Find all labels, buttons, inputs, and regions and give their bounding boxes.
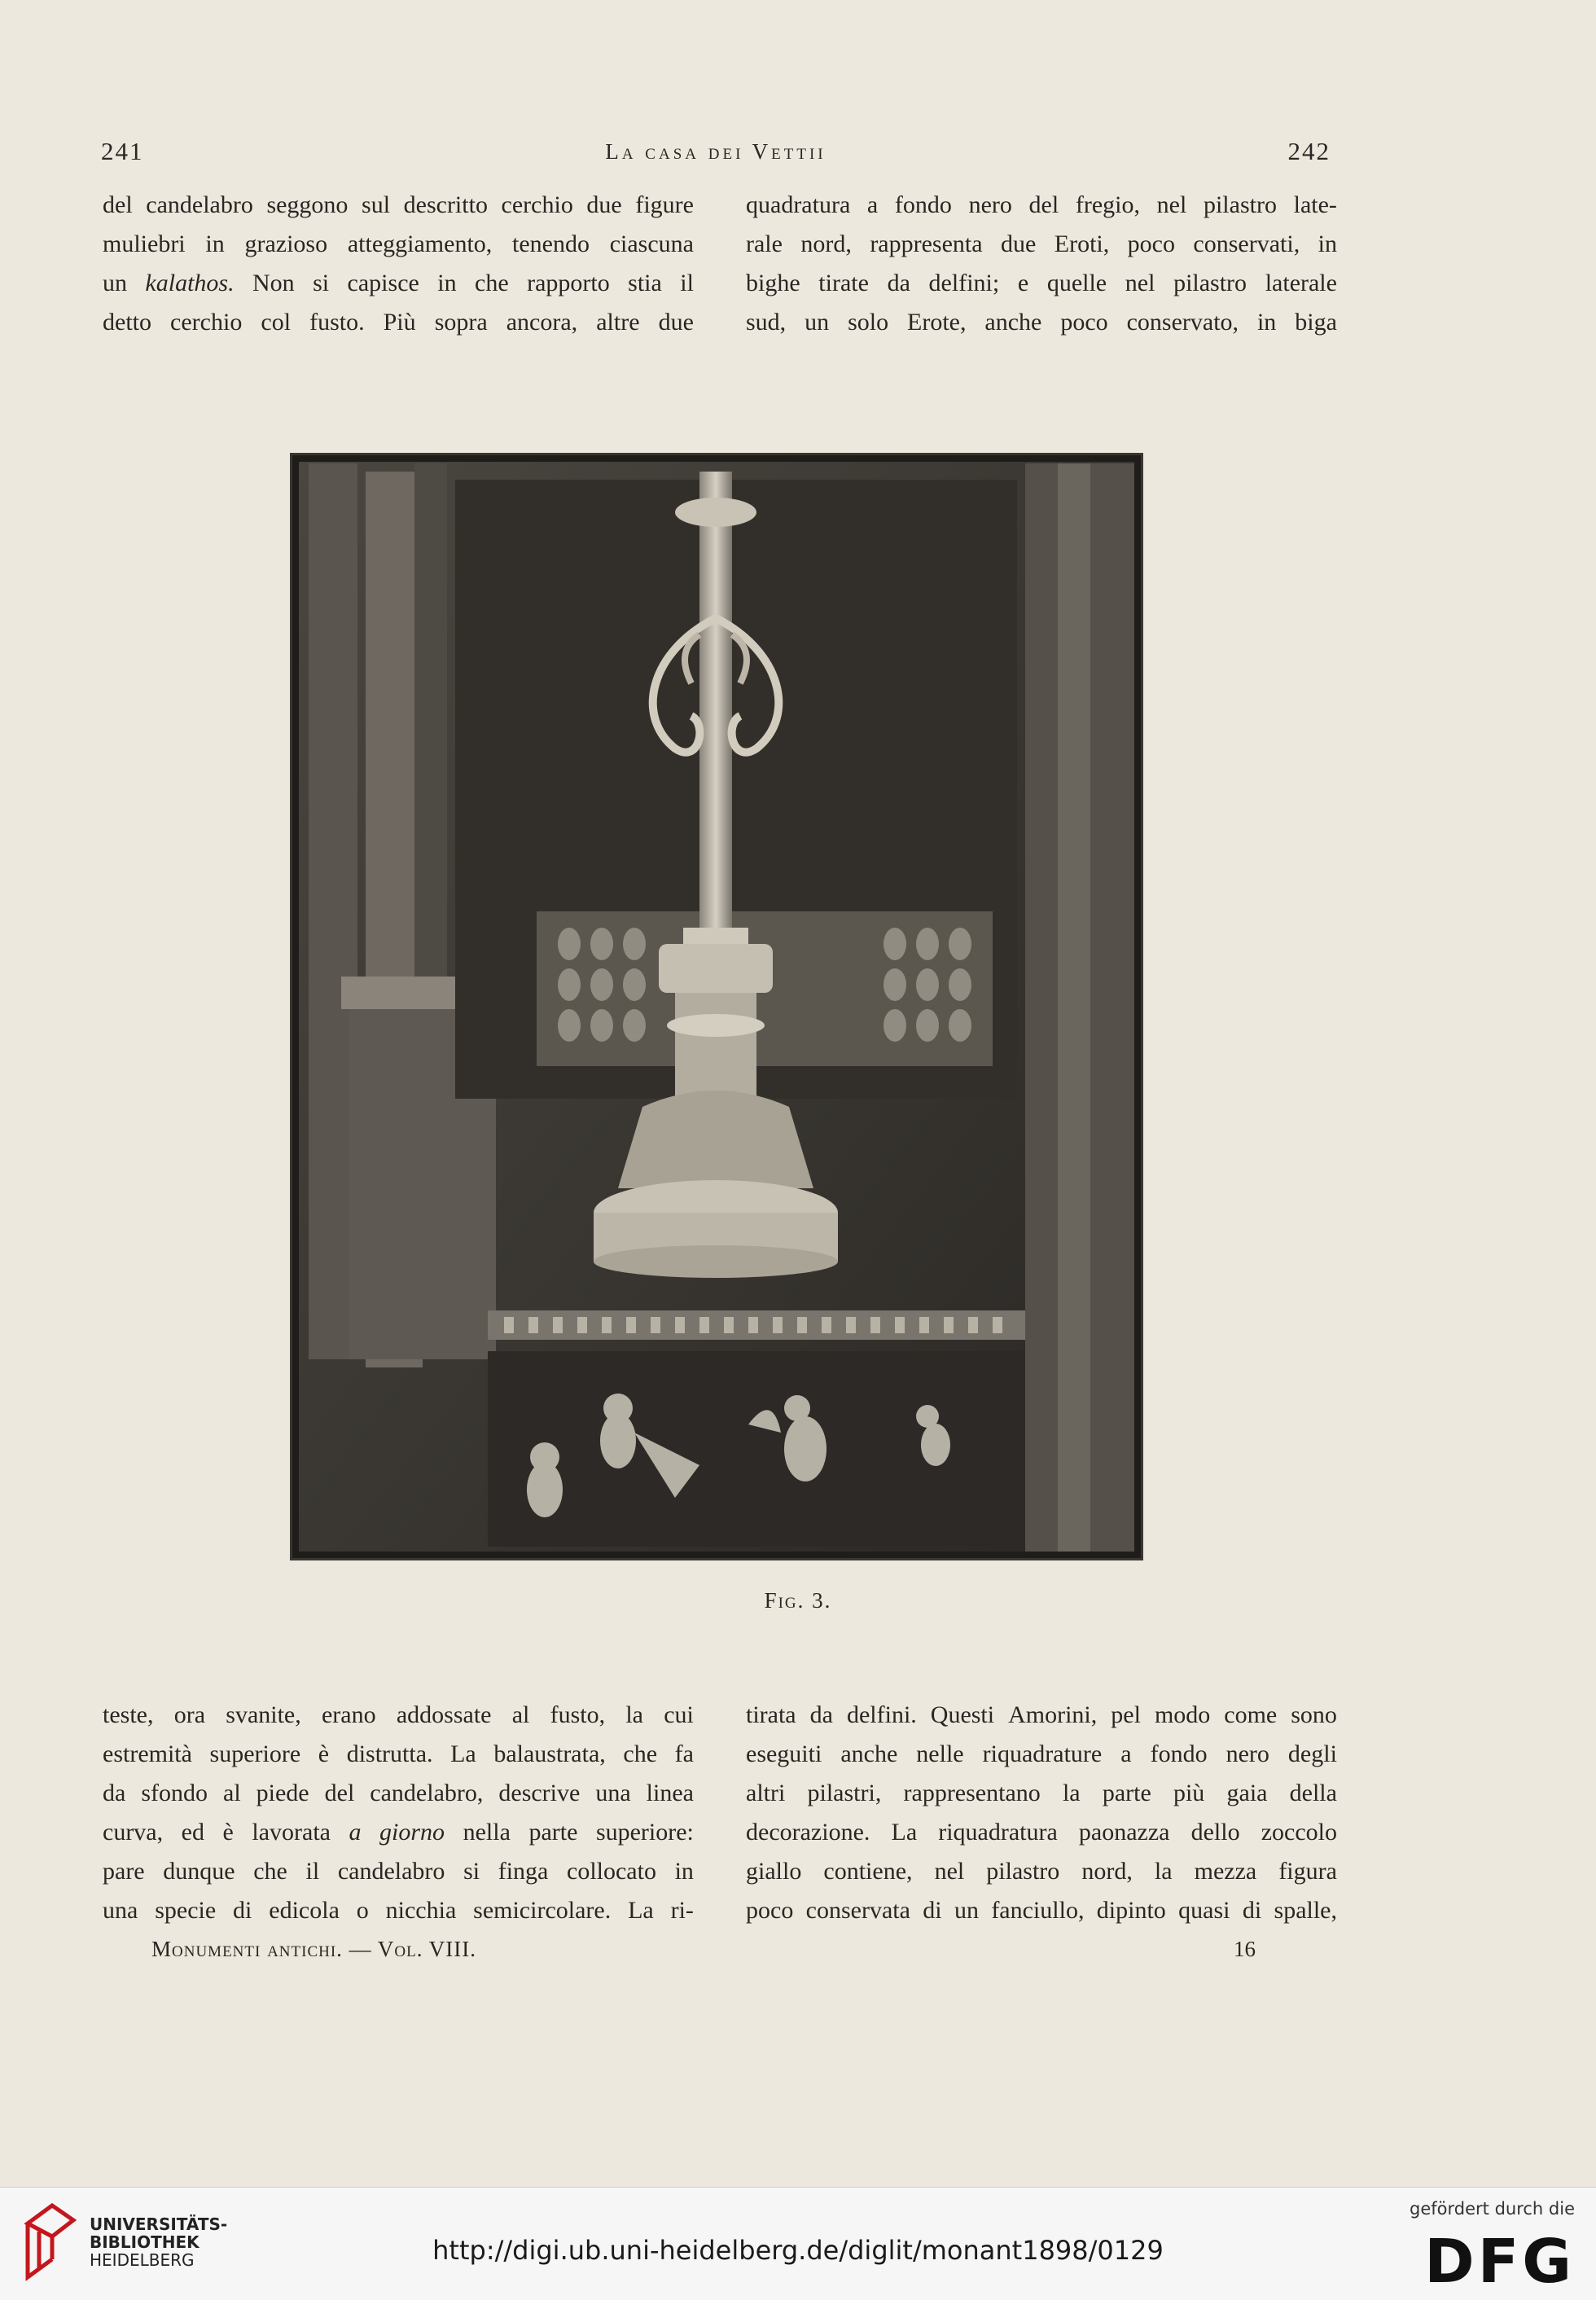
word: contiene, xyxy=(823,1858,913,1885)
library-name-line: HEIDELBERG xyxy=(90,2250,195,2270)
word: linea xyxy=(646,1780,694,1806)
word: una xyxy=(595,1780,631,1806)
page-footer xyxy=(151,1937,1256,1969)
word: al xyxy=(511,1701,530,1728)
word: due xyxy=(586,191,622,218)
figure-photograph xyxy=(290,453,1143,1560)
word: figure xyxy=(635,191,694,218)
word: rapporto xyxy=(527,270,610,296)
word: si xyxy=(463,1858,480,1885)
word: in xyxy=(1318,230,1337,257)
word: riquadrature xyxy=(982,1740,1103,1767)
word: decorazione. xyxy=(746,1819,870,1846)
word: del xyxy=(324,1780,355,1806)
word: in xyxy=(437,270,457,296)
word: nero xyxy=(968,191,1012,218)
word: figura xyxy=(1278,1858,1337,1885)
funded-by-label: gefördert durch die xyxy=(1410,2199,1575,2219)
library-name-line: BIBLIOTHEK xyxy=(90,2232,200,2252)
word: di xyxy=(923,1897,942,1924)
word: addossate xyxy=(396,1701,492,1728)
word: superiore: xyxy=(595,1819,694,1846)
word: la xyxy=(625,1701,643,1728)
text-line xyxy=(746,303,1337,342)
word: nero xyxy=(1226,1740,1269,1767)
word: da xyxy=(887,270,910,296)
word: col xyxy=(261,309,292,336)
word: grazioso xyxy=(244,230,328,257)
word: candelabro, xyxy=(370,1780,484,1806)
word: rappresenta xyxy=(870,230,983,257)
word: rappresentano xyxy=(903,1780,1041,1806)
word: bighe xyxy=(746,270,800,296)
word: sul xyxy=(362,191,391,218)
word: degli xyxy=(1287,1740,1337,1767)
word: conservata xyxy=(805,1897,910,1924)
word: specie xyxy=(155,1897,217,1924)
word: sopra xyxy=(434,309,488,336)
word: la xyxy=(1062,1780,1081,1806)
text-line xyxy=(103,303,694,342)
text-line xyxy=(103,1891,694,1930)
word: estremità xyxy=(103,1740,192,1767)
word: Più xyxy=(383,309,416,336)
word: dipinto xyxy=(1096,1897,1166,1924)
word: nella xyxy=(463,1819,511,1846)
signature-mark: 16 xyxy=(1234,1937,1256,1961)
word: e xyxy=(1017,270,1029,296)
text-line xyxy=(746,186,1337,225)
word: poco xyxy=(1127,230,1175,257)
word: tirata xyxy=(746,1701,796,1728)
word: da xyxy=(809,1701,833,1728)
word: il xyxy=(680,270,694,296)
text-line xyxy=(746,1813,1337,1852)
word: La xyxy=(450,1740,476,1767)
word: come xyxy=(1224,1701,1278,1728)
word: che xyxy=(623,1740,658,1767)
word: una xyxy=(103,1897,138,1924)
word: collocato xyxy=(567,1858,656,1885)
text-line xyxy=(103,1852,694,1891)
word: delfini. xyxy=(846,1701,917,1728)
word: ora xyxy=(173,1701,206,1728)
word: un xyxy=(954,1897,979,1924)
word: conservato, xyxy=(1126,309,1239,336)
word: della xyxy=(1289,1780,1337,1806)
word: descritto xyxy=(403,191,488,218)
word: La xyxy=(891,1819,918,1846)
text-line xyxy=(746,264,1337,303)
word: descrive xyxy=(498,1780,581,1806)
word: si xyxy=(313,270,330,296)
word: pilastro xyxy=(1203,191,1277,218)
word: altre xyxy=(596,309,640,336)
text-line xyxy=(746,1696,1337,1735)
word: quelle xyxy=(1046,270,1107,296)
word: curva, xyxy=(103,1819,164,1846)
word: fregio, xyxy=(1075,191,1140,218)
word: giorno xyxy=(379,1819,445,1846)
word: o xyxy=(356,1897,369,1924)
word: giallo xyxy=(746,1858,802,1885)
word: parte xyxy=(1102,1780,1151,1806)
word: ciascuna xyxy=(609,230,694,257)
word: in xyxy=(674,1858,694,1885)
text-line xyxy=(746,1735,1337,1774)
word: quasi xyxy=(1178,1897,1230,1924)
word: riquadratura xyxy=(938,1819,1058,1846)
word: pilastro xyxy=(1173,270,1247,296)
word: candelabro xyxy=(337,1858,445,1885)
text-line xyxy=(746,1852,1337,1891)
word: di xyxy=(1242,1897,1262,1924)
word: conservati, xyxy=(1193,230,1300,257)
word: è xyxy=(318,1740,330,1767)
word: distrutta. xyxy=(346,1740,433,1767)
text-line xyxy=(103,186,694,225)
word: delfini; xyxy=(928,270,1000,296)
word: pilastro xyxy=(986,1858,1060,1885)
word: fondo xyxy=(894,191,952,218)
word: da xyxy=(103,1780,126,1806)
word: Erote, xyxy=(907,309,967,336)
word: La xyxy=(628,1897,654,1924)
dfg-logo: DFG xyxy=(1424,2227,1575,2297)
source-citation: Monumenti antichi. — Vol. VIII. xyxy=(151,1937,476,1961)
word: cui xyxy=(664,1701,694,1728)
text-line xyxy=(103,1735,694,1774)
word: Questi xyxy=(930,1701,995,1728)
word: paonazza xyxy=(1078,1819,1170,1846)
word: tirate xyxy=(818,270,869,296)
word: nicchia xyxy=(385,1897,457,1924)
word: sfondo xyxy=(141,1780,208,1806)
word: il xyxy=(305,1858,320,1885)
word: semicircolare. xyxy=(473,1897,612,1924)
word: un xyxy=(805,309,830,336)
library-name-line: UNIVERSITÄTS- xyxy=(90,2214,228,2234)
text-column-bottom-left xyxy=(103,1696,694,1930)
word: nelle xyxy=(916,1740,964,1767)
word: parte xyxy=(528,1819,578,1846)
word: fa xyxy=(674,1740,694,1767)
running-title: La casa dei Vettii xyxy=(605,139,826,164)
word: nel xyxy=(1156,191,1187,218)
word: cerchio xyxy=(170,309,243,336)
word: lavorata xyxy=(252,1819,331,1846)
word: ed xyxy=(181,1819,204,1846)
word: detto xyxy=(103,309,151,336)
word: ri- xyxy=(670,1897,694,1924)
text-line xyxy=(746,225,1337,264)
word: a xyxy=(349,1819,362,1846)
word: tenendo xyxy=(512,230,590,257)
word: superiore xyxy=(209,1740,301,1767)
word: ancora, xyxy=(506,309,578,336)
word: del xyxy=(1028,191,1059,218)
word: che xyxy=(475,270,509,296)
word: spalle, xyxy=(1274,1897,1337,1924)
word: pilastri, xyxy=(807,1780,882,1806)
word: solo xyxy=(848,309,889,336)
word: quadratura xyxy=(746,191,851,218)
word: modo xyxy=(1154,1701,1211,1728)
word: teste, xyxy=(103,1701,154,1728)
text-column-top-left xyxy=(103,186,694,342)
word: eseguiti xyxy=(746,1740,822,1767)
word: altri xyxy=(746,1780,786,1806)
word: in xyxy=(205,230,225,257)
running-head xyxy=(101,137,1331,173)
word: Eroti, xyxy=(1054,230,1110,257)
page-number-right: 242 xyxy=(1287,137,1331,165)
word: candelabro xyxy=(146,191,253,218)
word: un xyxy=(103,270,127,296)
word: zoccolo xyxy=(1261,1819,1337,1846)
word: finga xyxy=(498,1858,549,1885)
word: al xyxy=(223,1780,241,1806)
word: Non xyxy=(252,270,295,296)
word: è xyxy=(222,1819,234,1846)
text-line xyxy=(103,264,694,303)
text-column-bottom-right xyxy=(746,1696,1337,1930)
word: pel xyxy=(1111,1701,1141,1728)
word: seggono xyxy=(266,191,349,218)
word: balaustrata, xyxy=(493,1740,606,1767)
word: cerchio xyxy=(501,191,573,218)
word: piede xyxy=(256,1780,309,1806)
word: mezza xyxy=(1194,1858,1257,1885)
word: di xyxy=(233,1897,252,1924)
text-line xyxy=(103,1813,694,1852)
word: kalathos. xyxy=(145,270,235,296)
text-line xyxy=(103,225,694,264)
page-number-left: 241 xyxy=(101,137,144,165)
permalink-url[interactable]: http://digi.ub.uni-heidelberg.de/diglit/monant1898/0129 xyxy=(432,2235,1164,2266)
word: anche xyxy=(840,1740,898,1767)
word: erano xyxy=(321,1701,376,1728)
word: fondo xyxy=(1150,1740,1208,1767)
word: poco xyxy=(1060,309,1108,336)
word: edicola xyxy=(269,1897,340,1924)
word: muliebri xyxy=(103,230,186,257)
word: a xyxy=(866,191,879,218)
text-line xyxy=(746,1891,1337,1930)
word: sono xyxy=(1291,1701,1337,1728)
text-column-top-right xyxy=(746,186,1337,342)
word: laterale xyxy=(1265,270,1337,296)
word: del xyxy=(103,191,133,218)
text-line xyxy=(103,1774,694,1813)
word: che xyxy=(253,1858,287,1885)
word: pare xyxy=(103,1858,145,1885)
word: nord, xyxy=(1081,1858,1133,1885)
word: sud, xyxy=(746,309,787,336)
word: stia xyxy=(628,270,662,296)
word: gaia xyxy=(1226,1780,1268,1806)
word: fanciullo, xyxy=(991,1897,1085,1924)
text-line xyxy=(103,1696,694,1735)
word: svanite, xyxy=(226,1701,301,1728)
word: nord, xyxy=(800,230,852,257)
word: due xyxy=(658,309,694,336)
word: in xyxy=(1256,309,1277,336)
word: due xyxy=(1001,230,1037,257)
word: atteggiamento, xyxy=(347,230,493,257)
word: capisce xyxy=(347,270,419,296)
word: fusto. xyxy=(309,309,365,336)
word: rale xyxy=(746,230,783,257)
figure-caption: Fig. 3. xyxy=(764,1588,832,1613)
text-line xyxy=(746,1774,1337,1813)
word: anche xyxy=(984,309,1042,336)
word: fusto, xyxy=(550,1701,606,1728)
word: biga xyxy=(1295,309,1337,336)
word: a xyxy=(1120,1740,1132,1767)
word: nel xyxy=(934,1858,965,1885)
word: poco xyxy=(746,1897,794,1924)
word: late- xyxy=(1293,191,1337,218)
word: dello xyxy=(1190,1819,1240,1846)
word: Amorini, xyxy=(1008,1701,1098,1728)
word: nel xyxy=(1125,270,1155,296)
viewer-footer-bar xyxy=(0,2187,1596,2300)
word: più xyxy=(1173,1780,1205,1806)
word: dunque xyxy=(163,1858,235,1885)
word: la xyxy=(1154,1858,1173,1885)
candelabrum-fresco-image xyxy=(292,455,1141,1558)
